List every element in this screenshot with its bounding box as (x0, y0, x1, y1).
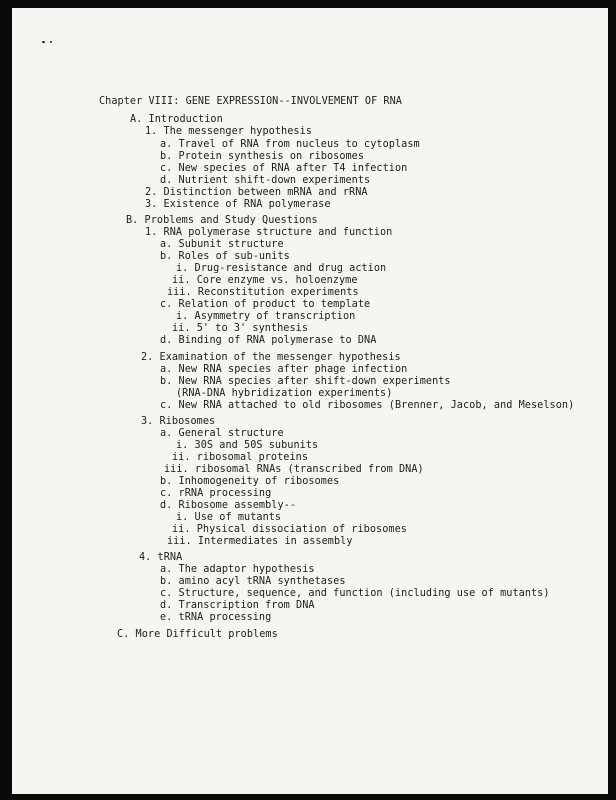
outline-item: (RNA-DNA hybridization experiments) (176, 388, 393, 399)
outline-item: 1. The messenger hypothesis (145, 126, 312, 137)
outline-item: 4. tRNA (139, 552, 183, 563)
outline-item: d. Binding of RNA polymerase to DNA (160, 335, 377, 346)
outline-item: d. Nutrient shift-down experiments (160, 175, 371, 186)
outline-item: a. Subunit structure (160, 239, 284, 250)
outline-item: c. Structure, sequence, and function (including use of mutants) (160, 588, 550, 599)
outline-item: c. rRNA processing (160, 488, 272, 499)
outline-item: ii. ribosomal proteins (172, 452, 309, 463)
paper-speck (42, 41, 45, 43)
outline-item: ii. Physical dissociation of ribosomes (172, 524, 407, 535)
document-page (12, 8, 608, 794)
outline-item: 1. RNA polymerase structure and function (145, 227, 393, 238)
outline-item: iii. Reconstitution experiments (167, 287, 359, 298)
outline-item: ii. 5' to 3' synthesis (172, 323, 309, 334)
outline-item: c. New RNA attached to old ribosomes (Brenner, Jacob, and Meselson) (160, 400, 575, 411)
outline-item: d. Transcription from DNA (160, 600, 315, 611)
section-heading: A. Introduction (130, 114, 223, 125)
outline-item: 2. Examination of the messenger hypothesis (141, 352, 401, 363)
outline-item: iii. Intermediates in assembly (167, 536, 353, 547)
outline-item: i. Asymmetry of transcription (176, 311, 356, 322)
outline-item: b. New RNA species after shift-down experiments (160, 376, 451, 387)
paper-speck (50, 41, 52, 43)
chapter-title: Chapter VIII: GENE EXPRESSION--INVOLVEMENT OF RNA (99, 96, 402, 107)
outline-item: b. amino acyl tRNA synthetases (160, 576, 346, 587)
outline-item: a. The adaptor hypothesis (160, 564, 315, 575)
outline-item: iii. ribosomal RNAs (transcribed from DNA) (164, 464, 424, 475)
outline-item: a. Travel of RNA from nucleus to cytoplasm (160, 139, 420, 150)
outline-item: i. Use of mutants (176, 512, 282, 523)
outline-item: d. Ribosome assembly-- (160, 500, 297, 511)
outline-item: i. 30S and 50S subunits (176, 440, 319, 451)
outline-item: ii. Core enzyme vs. holoenzyme (172, 275, 358, 286)
outline-item: 3. Ribosomes (141, 416, 216, 427)
outline-item: i. Drug-resistance and drug action (176, 263, 387, 274)
outline-item: e. tRNA processing (160, 612, 272, 623)
outline-item: a. New RNA species after phage infection (160, 364, 408, 375)
outline-item: b. Inhomogeneity of ribosomes (160, 476, 340, 487)
outline-item: 3. Existence of RNA polymerase (145, 199, 331, 210)
outline-item: b. Protein synthesis on ribosomes (160, 151, 365, 162)
outline-item: b. Roles of sub-units (160, 251, 290, 262)
outline-item: c. New species of RNA after T4 infection (160, 163, 408, 174)
section-heading: C. More Difficult problems (117, 629, 278, 640)
section-heading: B. Problems and Study Questions (126, 215, 318, 226)
outline-item: 2. Distinction between mRNA and rRNA (145, 187, 368, 198)
outline-item: a. General structure (160, 428, 284, 439)
outline-item: c. Relation of product to template (160, 299, 371, 310)
